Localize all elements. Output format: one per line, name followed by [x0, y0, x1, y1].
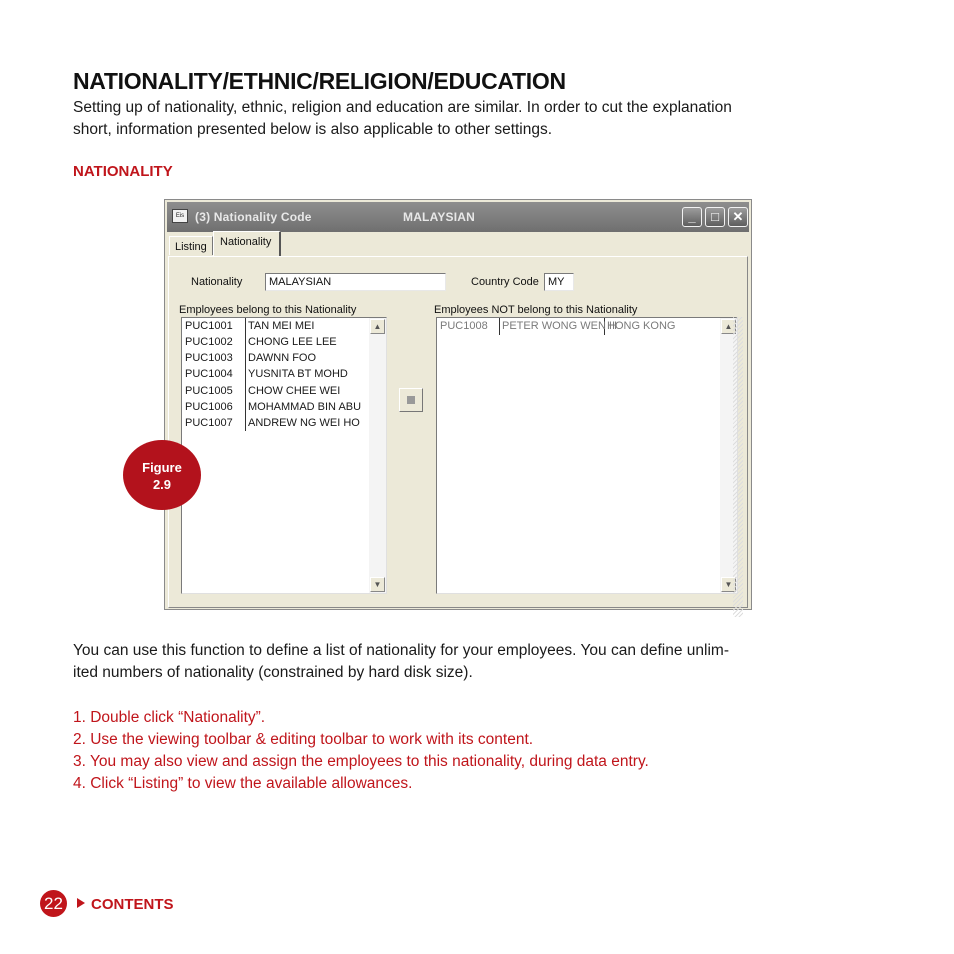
nationality-field[interactable]: MALAYSIAN [265, 273, 446, 291]
maximize-button[interactable] [705, 207, 725, 227]
nationality-code-window [164, 199, 752, 610]
scroll-up-icon[interactable]: ▲ [721, 319, 736, 334]
not-belong-list-label: Employees NOT belong to this Nationality [434, 304, 638, 316]
step-item: 3. You may also view and assign the employees to this nationality, during data entry. [73, 753, 649, 770]
nationality-label: Nationality [191, 276, 243, 288]
close-icon: ✕ [732, 209, 744, 224]
list-item[interactable]: PUC1008 PETER WONG WEN H HONG KONG [440, 320, 676, 332]
app-icon[interactable]: Eis [172, 209, 188, 223]
body-line-2: ited numbers of nationality (constrained by hard disk size). [73, 664, 473, 681]
nationality-panel [168, 256, 748, 608]
contents-label: CONTENTS [91, 896, 174, 913]
belong-list-label: Employees belong to this Nationality [179, 304, 357, 316]
contents-link[interactable] [77, 896, 174, 913]
maximize-icon: □ [711, 209, 719, 224]
country-code-label: Country Code [471, 276, 539, 288]
move-icon [407, 396, 415, 404]
window-title-value: MALAYSIAN [403, 210, 476, 224]
figure-number: 2.9 [152, 477, 172, 492]
page-number: 22 [40, 890, 67, 917]
figure-label: Figure [142, 460, 182, 475]
country-code-field[interactable]: MY [544, 273, 574, 291]
subheading-nationality: NATIONALITY [73, 163, 173, 180]
list-item[interactable]: PUC1001 TAN MEI MEI [185, 320, 315, 332]
minimize-icon: _ [688, 209, 696, 224]
intro-line-2: short, information presented below is also applicable to other settings. [73, 121, 553, 138]
intro-line-1: Setting up of nationality, ethnic, religion and education are similar. In order to cut the explanation [73, 99, 732, 116]
tab-listing[interactable]: Listing [169, 236, 213, 255]
figure-badge [123, 440, 201, 510]
step-item: 2. Use the viewing toolbar & editing toolbar to work with its content. [73, 731, 534, 748]
list-item[interactable]: PUC1004 YUSNITA BT MOHD [185, 368, 348, 380]
list-item[interactable]: PUC1007 ANDREW NG WEI HO [185, 417, 360, 429]
list-item[interactable]: PUC1003 DAWNN FOO [185, 352, 317, 364]
not-belong-employees-list[interactable] [436, 317, 738, 594]
steps-list [73, 707, 649, 795]
list-item[interactable]: PUC1005 CHOW CHEE WEI [185, 385, 341, 397]
body-paragraph [73, 640, 729, 684]
triangle-right-icon [77, 898, 85, 908]
minimize-button[interactable] [682, 207, 702, 227]
body-line-1: You can use this function to define a list of nationality for your employees. You can define unlim- [73, 642, 730, 659]
list-item[interactable]: PUC1002 CHONG LEE LEE [185, 336, 337, 348]
close-button[interactable] [728, 207, 748, 227]
step-item: 4. Click “Listing” to view the available allowances. [73, 775, 413, 792]
window-title: (3) Nationality Code [195, 210, 312, 224]
scroll-up-icon[interactable]: ▲ [370, 319, 385, 334]
intro-paragraph [73, 97, 732, 141]
move-employee-button[interactable] [399, 388, 423, 412]
title-bar[interactable] [167, 202, 749, 232]
scroll-down-icon[interactable]: ▼ [370, 577, 385, 592]
list-item[interactable]: PUC1006 MOHAMMAD BIN ABU [185, 401, 362, 413]
belong-list-scrollbar[interactable] [369, 318, 386, 593]
scroll-down-icon[interactable]: ▼ [721, 577, 736, 592]
resize-grip [733, 317, 743, 617]
belong-employees-list[interactable] [181, 317, 387, 594]
section-title: NATIONALITY/ETHNIC/RELIGION/EDUCATION [73, 68, 566, 94]
step-item: 1. Double click “Nationality”. [73, 709, 266, 726]
tab-nationality[interactable]: Nationality [213, 231, 281, 257]
